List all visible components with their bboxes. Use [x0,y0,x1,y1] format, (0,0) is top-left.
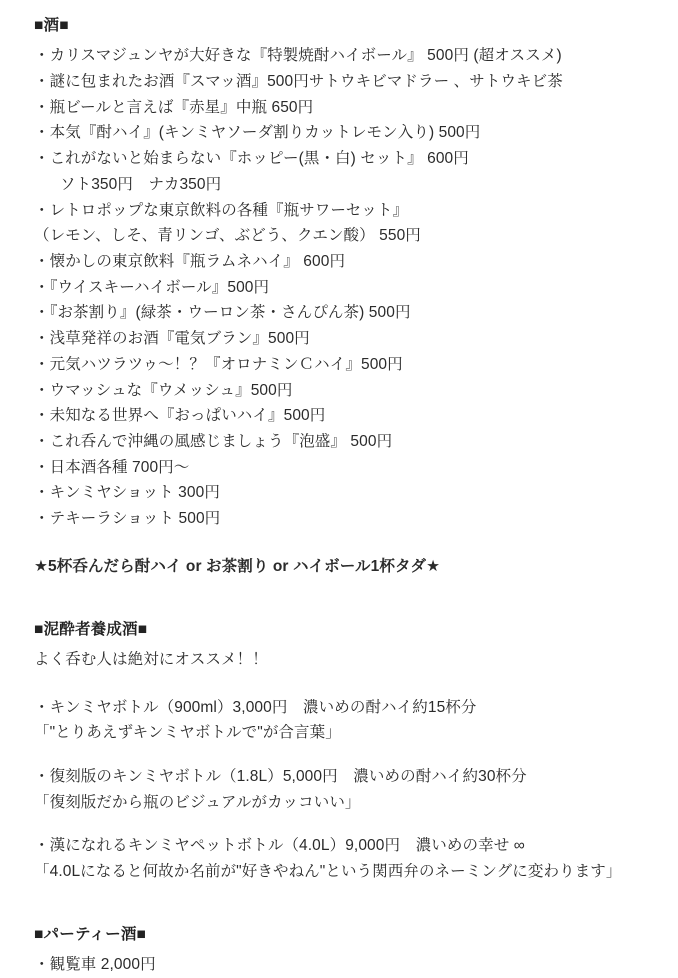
drink-item: ・レトロポップな東京飲料の各種『瓶サワーセット』 [34,201,409,219]
bottle-entry-title: ・キンミヤボトル（900ml）3,000円 濃いめの酎ハイ約15杯分 [34,698,477,716]
spacer [34,532,656,554]
bottle-entry [34,833,656,884]
drink-item: ・これがないと始まらない『ホッピー(黒・白) セット』 600円 [34,150,469,168]
spacer [34,885,656,923]
drink-item: ・懐かしの東京飲料『瓶ラムネハイ』 600円 [34,253,346,270]
bottle-entry-title: ・漢になれるキンミヤペットボトル（4.0L）9,000円 濃いめの幸せ ∞ [34,837,525,855]
drink-item-detail: ソト350円 ナカ350円 [60,175,222,193]
party-item: ・観覧車 2,000円 [34,956,156,974]
bottle-entry [34,695,656,746]
party-section-heading: ■パーティー酒■ [34,925,147,943]
drunk-section-heading: ■泥酔者養成酒■ [34,620,148,638]
drink-item: ・これ呑んで沖縄の風感じましょう『泡盛』 500円 [34,433,393,451]
drink-item: ・ウマッシュな『ウメッシュ』500円 [34,381,293,399]
drink-item: ・『お茶割り』(緑茶・ウーロン茶・さんぴん茶) 500円 [34,304,411,322]
spacer [34,746,656,764]
bottle-entry-title: ・復刻版のキンミヤボトル（1.8L）5,000円 濃いめの酎ハイ約30杯分 [34,768,527,786]
drink-item: ・元気ハツラツゥ〜！？『オロナミンＣハイ』500円 [34,355,403,373]
bottle-entry-note: 「4.0Lになると何故か名前が"好きやねん"という関西弁のネーミングに変わります」 [34,863,622,881]
drink-item-detail: （レモン、しそ、青リンゴ、ぶどう、クエン酸） 550円 [34,227,421,245]
bottle-entry-note: 「復刻版だから瓶のビジュアルがカッコいい」 [34,793,361,811]
drink-item: ・『ウイスキーハイボール』500円 [34,278,270,296]
bottle-entry [34,764,656,815]
drink-item: ・未知なる世界へ『おっぱいハイ』500円 [34,407,326,425]
drink-item: ・浅草発祥のお酒『電気ブラン』500円 [34,330,310,348]
spacer [34,815,656,833]
drink-item: ・瓶ビールと言えば『赤星』中瓶 650円 [34,98,314,116]
spacer [34,580,656,618]
drink-item: ・本気『酎ハイ』(キンミヤソーダ割りカットレモン入り) 500円 [34,124,481,142]
drink-item: ・テキーラショット 500円 [34,510,221,528]
drink-item: ・日本酒各種 700円〜 [34,458,190,476]
bottle-entry-note: 「"とりあえずキンミヤボトルで"が合言葉」 [34,724,341,742]
drink-item: ・謎に包まれたお酒『スマッ酒』500円サトウキビマドラー 、サトウキビ茶 [34,72,563,90]
drunk-section-subtitle: よく呑む人は絶対にオススメ！！ [34,650,268,668]
spacer [34,673,656,695]
drink-item: ・キンミヤショット 300円 [34,484,220,502]
drink-item: ・カリスマジュンヤが大好きな『特製焼酎ハイボール』 500円 (超オススメ) [34,47,562,65]
drinks-promo: ★5杯呑んだら酎ハイ or お茶割り or ハイボール1杯タダ★ [34,557,441,575]
drinks-section-heading: ■酒■ [34,17,69,34]
